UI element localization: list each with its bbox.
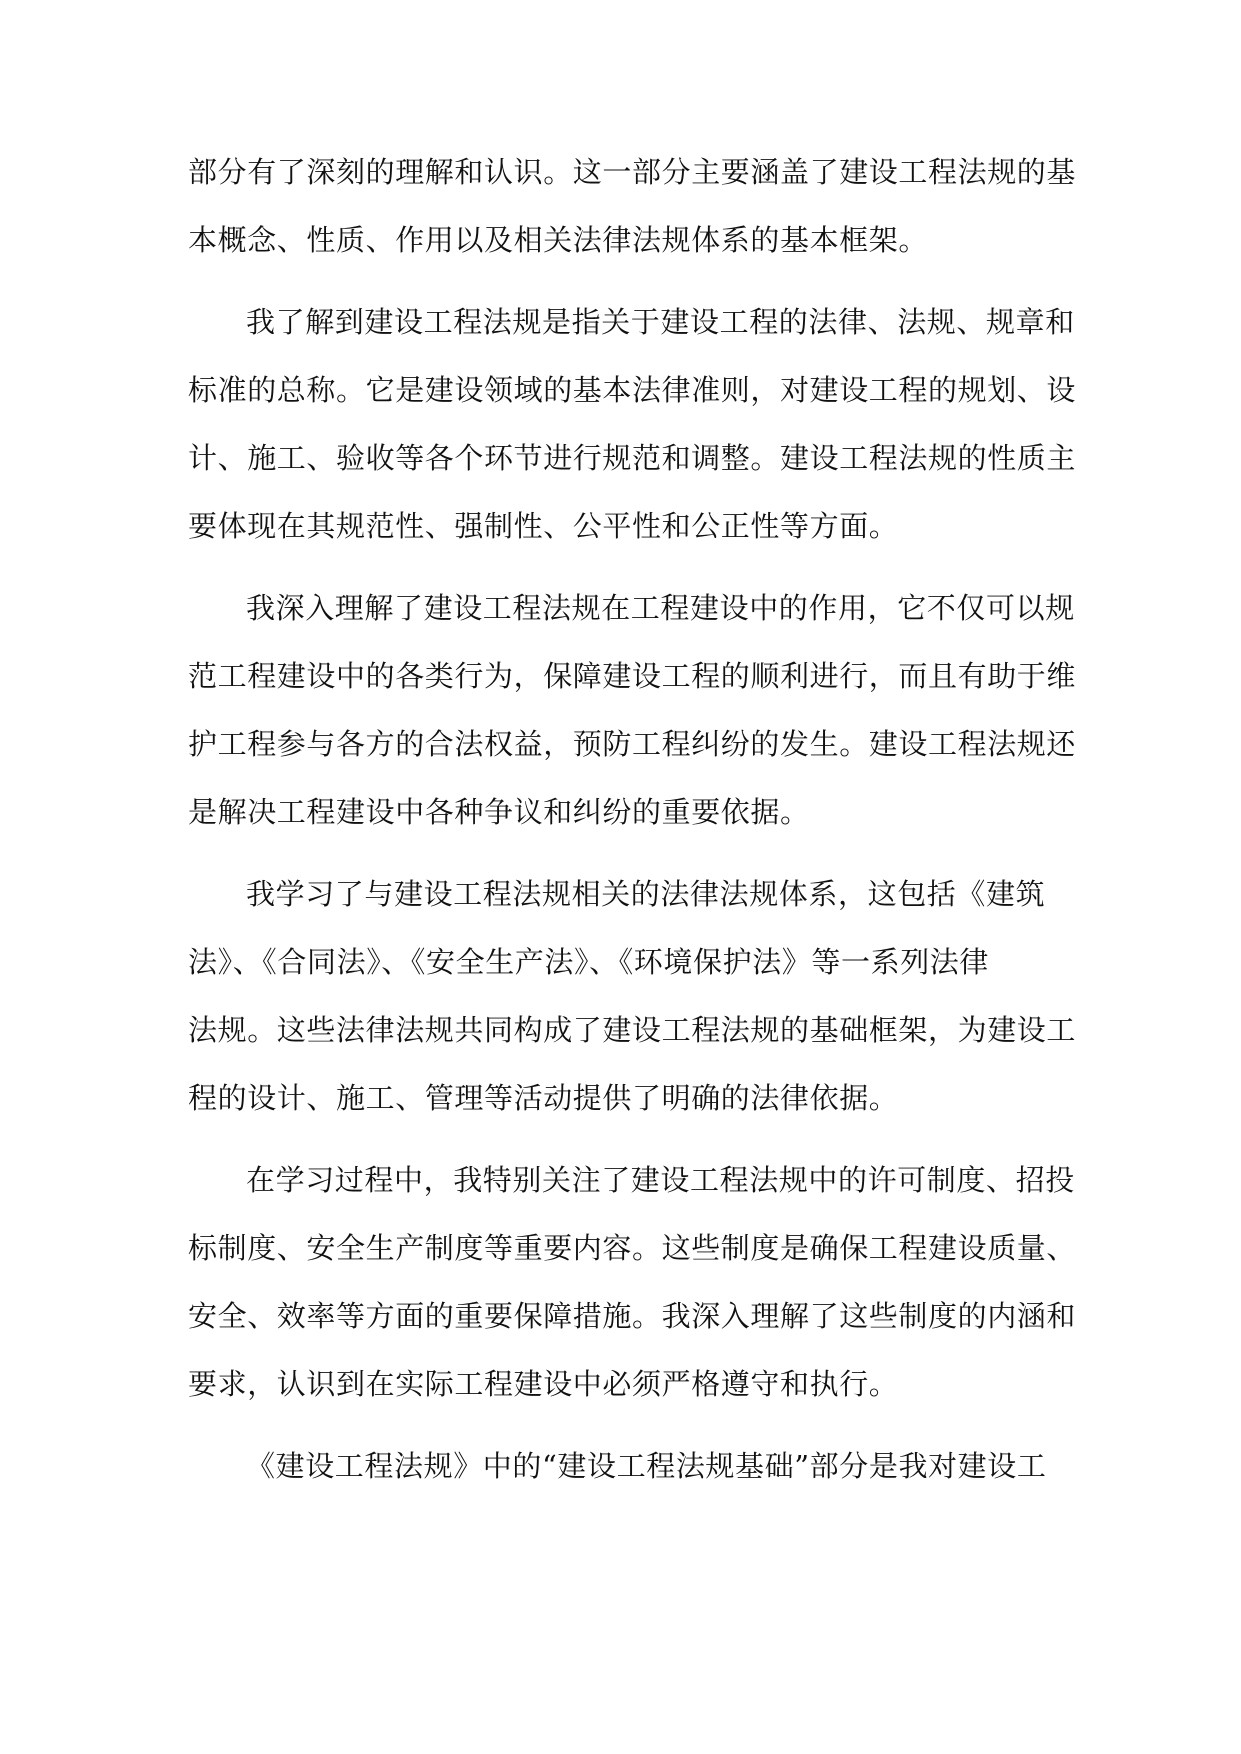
text-line: 是解决工程建设中各种争议和纠纷的重要依据。 bbox=[188, 795, 810, 829]
text-line: 本概念、性质、作用以及相关法律法规体系的基本框架。 bbox=[188, 223, 929, 257]
text-line: 在学习过程中，我特别关注了建设工程法规中的许可制度、招投 bbox=[246, 1163, 1075, 1197]
paragraph bbox=[188, 860, 1077, 1132]
body-text bbox=[188, 138, 1077, 1500]
text-line: 我学习了与建设工程法规相关的法律法规体系，这包括《建筑 bbox=[246, 877, 1046, 911]
text-line: 安全、效率等方面的重要保障措施。我深入理解了这些制度的内涵和 bbox=[188, 1299, 1077, 1333]
text-line: 标制度、安全生产制度等重要内容。这些制度是确保工程建设质量、 bbox=[188, 1231, 1077, 1265]
text-line: 要求，认识到在实际工程建设中必须严格遵守和执行。 bbox=[188, 1367, 899, 1401]
text-line: 法规。这些法律法规共同构成了建设工程法规的基础框架，为建设工 bbox=[188, 1013, 1077, 1047]
text-line: 标准的总称。它是建设领域的基本法律准则，对建设工程的规划、设 bbox=[188, 373, 1077, 407]
text-line: 法》、《合同法》、《安全生产法》、《环境保护法》等一系列法律 bbox=[188, 945, 990, 979]
text-line: 要体现在其规范性、强制性、公平性和公正性等方面。 bbox=[188, 509, 899, 543]
text-line: 我了解到建设工程法规是指关于建设工程的法律、法规、规章和 bbox=[246, 305, 1075, 339]
text-line: 计、施工、验收等各个环节进行规范和调整。建设工程法规的性质主 bbox=[188, 441, 1077, 475]
paragraph bbox=[188, 1146, 1077, 1418]
paragraph bbox=[188, 574, 1077, 846]
text-line: 《建设工程法规》中的“建设工程法规基础”部分是我对建设工 bbox=[246, 1449, 1047, 1483]
paragraph bbox=[188, 138, 1077, 274]
paragraph bbox=[188, 288, 1077, 560]
text-line: 护工程参与各方的合法权益，预防工程纠纷的发生。建设工程法规还 bbox=[188, 727, 1077, 761]
paragraph bbox=[188, 1432, 1068, 1500]
text-line: 程的设计、施工、管理等活动提供了明确的法律依据。 bbox=[188, 1081, 899, 1115]
text-line: 我深入理解了建设工程法规在工程建设中的作用，它不仅可以规 bbox=[246, 591, 1075, 625]
text-line: 范工程建设中的各类行为，保障建设工程的顺利进行，而且有助于维 bbox=[188, 659, 1077, 693]
text-line: 部分有了深刻的理解和认识。这一部分主要涵盖了建设工程法规的基 bbox=[188, 155, 1077, 189]
